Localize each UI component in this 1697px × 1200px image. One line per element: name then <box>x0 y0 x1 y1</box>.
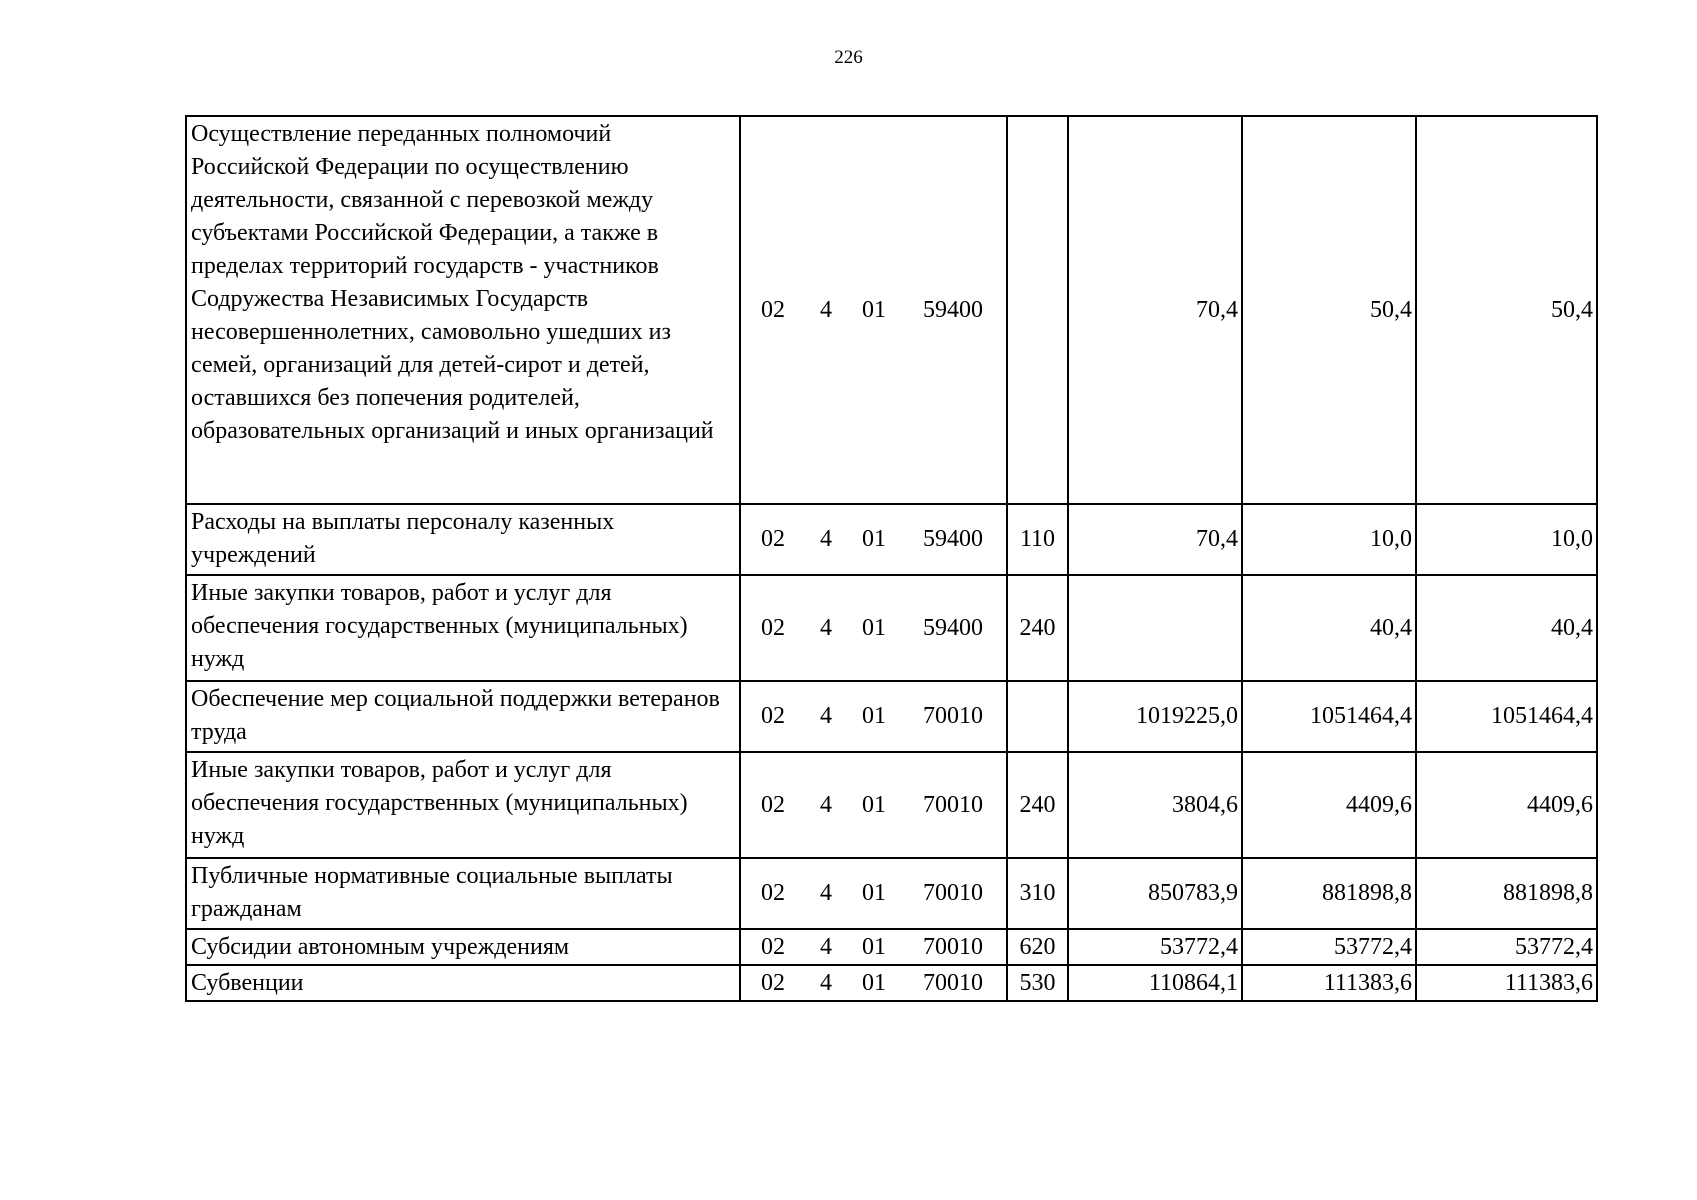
table-row <box>186 575 1597 681</box>
program-code: 02 <box>761 969 785 996</box>
amount-year3: 1051464,4 <box>1416 681 1597 752</box>
amount-year1: 70,4 <box>1068 504 1242 575</box>
activity-code: 01 <box>862 933 886 960</box>
direction-code: 59400 <box>923 614 983 641</box>
expense-type-code: 530 <box>1007 965 1068 1001</box>
expense-type-code <box>1007 681 1068 752</box>
code-cell <box>740 965 1007 1001</box>
amount-year1: 70,4 <box>1068 116 1242 504</box>
amount-year3: 4409,6 <box>1416 752 1597 858</box>
activity-code: 01 <box>862 614 886 641</box>
table-row <box>186 504 1597 575</box>
program-code: 02 <box>761 614 785 641</box>
amount-year3: 40,4 <box>1416 575 1597 681</box>
activity-code: 01 <box>862 969 886 996</box>
subprogram-code: 4 <box>820 296 832 323</box>
amount-year2: 10,0 <box>1242 504 1416 575</box>
code-cell <box>740 116 1007 504</box>
amount-year3: 10,0 <box>1416 504 1597 575</box>
amount-year1: 850783,9 <box>1068 858 1242 929</box>
amount-year1: 53772,4 <box>1068 929 1242 965</box>
program-code: 02 <box>761 791 785 818</box>
direction-code: 70010 <box>923 880 983 906</box>
code-cell <box>740 752 1007 858</box>
expense-type-code <box>1007 116 1068 504</box>
direction-code: 70010 <box>923 791 983 818</box>
row-description: Осуществление переданных полномочий Российской Федерации по осуществлению деятельности, связанной с перевозкой между субъектами Российской Федерации, а также в пределах территорий государств - участников Содружества Независимых Государств несовершеннолетних, самовольно ушедших из семей, организаций для детей-сирот и детей, оставшихся без попечения родителей, образовательных организаций и иных организаций <box>186 116 740 504</box>
subprogram-code: 4 <box>820 703 832 729</box>
row-description: Обеспечение мер социальной поддержки ветеранов труда <box>186 681 740 752</box>
row-description: Субвенции <box>186 965 740 1001</box>
subprogram-code: 4 <box>820 526 832 552</box>
table-row <box>186 858 1597 929</box>
amount-year1 <box>1068 575 1242 681</box>
subprogram-code: 4 <box>820 791 832 818</box>
amount-year1: 1019225,0 <box>1068 681 1242 752</box>
expense-type-code: 240 <box>1007 752 1068 858</box>
table-row <box>186 116 1597 504</box>
activity-code: 01 <box>862 296 886 323</box>
code-cell <box>740 504 1007 575</box>
expense-type-code: 110 <box>1007 504 1068 575</box>
activity-code: 01 <box>862 703 886 729</box>
subprogram-code: 4 <box>820 933 832 960</box>
table-row <box>186 752 1597 858</box>
program-code: 02 <box>761 526 785 552</box>
activity-code: 01 <box>862 526 886 552</box>
direction-code: 70010 <box>923 933 983 960</box>
row-description: Иные закупки товаров, работ и услуг для обеспечения государственных (муниципальных) нужд <box>186 752 740 858</box>
row-description: Субсидии автономным учреждениям <box>186 929 740 965</box>
code-cell <box>740 858 1007 929</box>
page-number: 226 <box>834 47 863 68</box>
subprogram-code: 4 <box>820 880 832 906</box>
amount-year3: 111383,6 <box>1416 965 1597 1001</box>
amount-year2: 1051464,4 <box>1242 681 1416 752</box>
amount-year2: 53772,4 <box>1242 929 1416 965</box>
row-description: Расходы на выплаты персоналу казенных учреждений <box>186 504 740 575</box>
program-code: 02 <box>761 933 785 960</box>
row-description: Публичные нормативные социальные выплаты гражданам <box>186 858 740 929</box>
amount-year2: 40,4 <box>1242 575 1416 681</box>
direction-code: 70010 <box>923 969 983 996</box>
subprogram-code: 4 <box>820 614 832 641</box>
program-code: 02 <box>761 703 785 729</box>
code-cell <box>740 681 1007 752</box>
expense-type-code: 310 <box>1007 858 1068 929</box>
subprogram-code: 4 <box>820 969 832 996</box>
budget-table <box>185 115 1598 1002</box>
amount-year2: 881898,8 <box>1242 858 1416 929</box>
amount-year2: 4409,6 <box>1242 752 1416 858</box>
code-cell <box>740 929 1007 965</box>
amount-year2: 50,4 <box>1242 116 1416 504</box>
amount-year1: 3804,6 <box>1068 752 1242 858</box>
expense-type-code: 620 <box>1007 929 1068 965</box>
direction-code: 59400 <box>923 526 983 552</box>
program-code: 02 <box>761 880 785 906</box>
direction-code: 70010 <box>923 703 983 729</box>
program-code: 02 <box>761 296 785 323</box>
table-row <box>186 929 1597 965</box>
expense-type-code: 240 <box>1007 575 1068 681</box>
activity-code: 01 <box>862 880 886 906</box>
amount-year3: 53772,4 <box>1416 929 1597 965</box>
table-row <box>186 965 1597 1001</box>
amount-year2: 111383,6 <box>1242 965 1416 1001</box>
amount-year3: 50,4 <box>1416 116 1597 504</box>
activity-code: 01 <box>862 791 886 818</box>
amount-year1: 110864,1 <box>1068 965 1242 1001</box>
table-row <box>186 681 1597 752</box>
amount-year3: 881898,8 <box>1416 858 1597 929</box>
direction-code: 59400 <box>923 296 983 323</box>
code-cell <box>740 575 1007 681</box>
row-description: Иные закупки товаров, работ и услуг для обеспечения государственных (муниципальных) нужд <box>186 575 740 681</box>
